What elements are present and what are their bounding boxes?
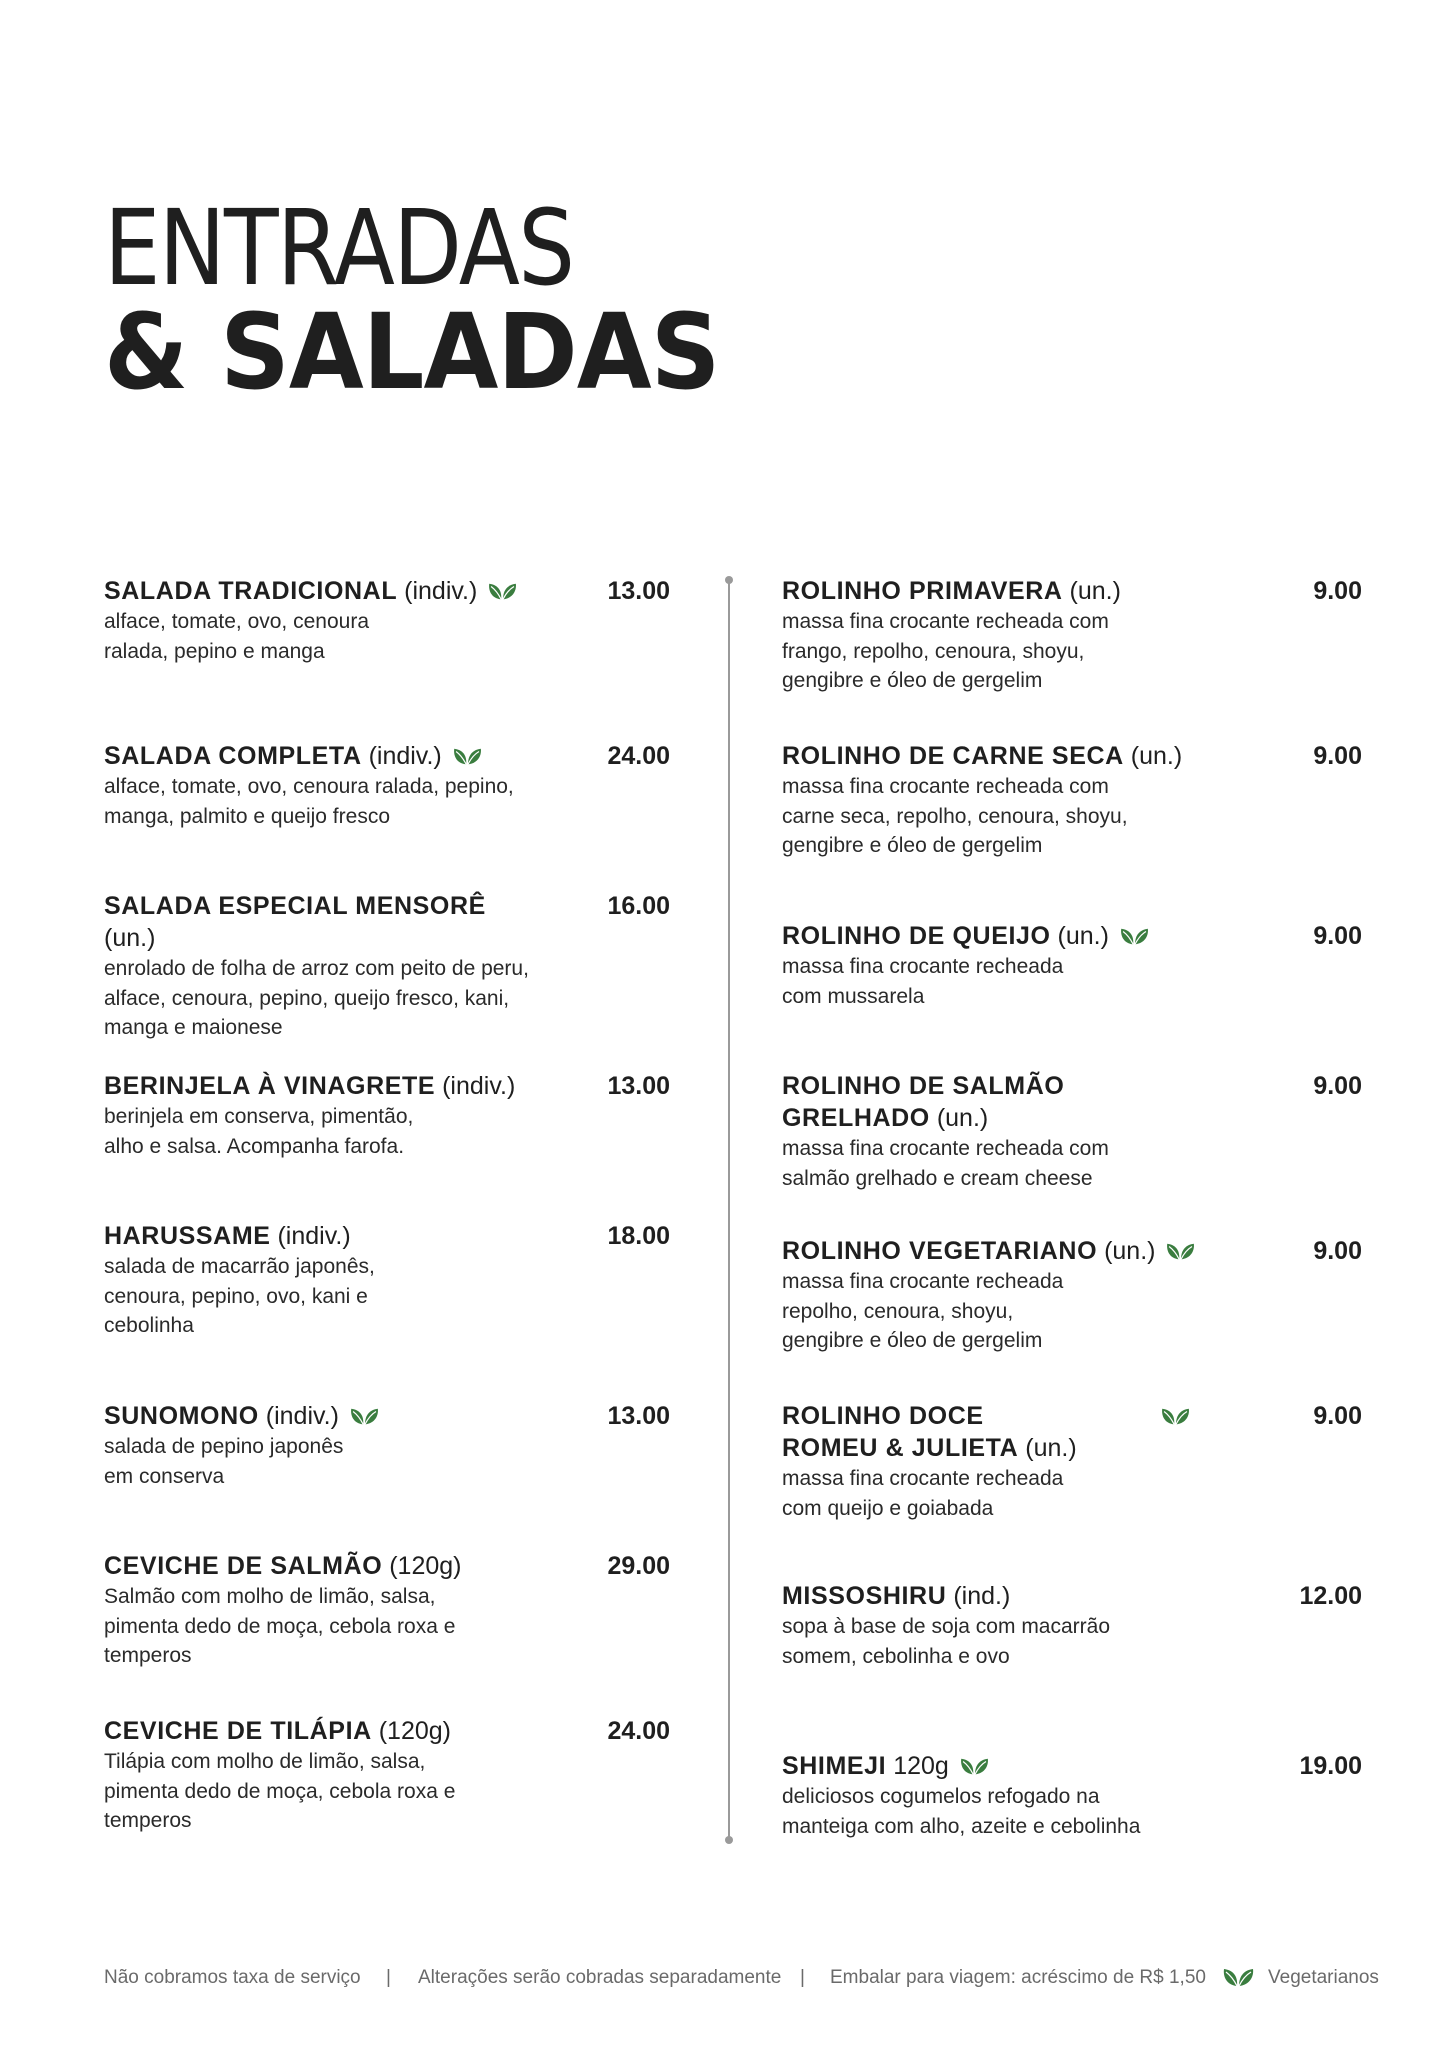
vegetarian-leaf-icon	[1160, 1406, 1192, 1428]
page-title-line2: & SALADAS	[104, 291, 720, 413]
divider-bottom-dot	[725, 1836, 733, 1844]
item-description: pimenta dedo de moça, cebola roxa e	[104, 1614, 456, 1638]
item-unit: 120g	[893, 1752, 949, 1780]
item-unit: (120g)	[378, 1717, 451, 1745]
item-price: 24.00	[607, 742, 670, 770]
menu-item	[782, 575, 1362, 696]
item-name	[782, 1580, 1202, 1612]
item-name	[782, 1400, 1202, 1464]
column-divider	[728, 580, 730, 1840]
item-unit: (un.)	[936, 1104, 989, 1132]
item-description: manga, palmito e queijo fresco	[104, 804, 390, 828]
item-title: ROLINHO DE SALMÃO	[782, 1072, 1065, 1100]
item-price: 9.00	[1313, 1072, 1362, 1100]
item-unit: (indiv.)	[265, 1402, 339, 1430]
item-unit: (un.)	[1057, 922, 1109, 950]
vegetarian-leaf-icon	[1119, 926, 1151, 948]
item-name	[782, 1070, 1202, 1134]
item-description: frango, repolho, cenoura, shoyu,	[782, 639, 1085, 663]
item-unit: (indiv.)	[404, 577, 478, 605]
item-description: temperos	[104, 1644, 192, 1667]
item-description: carne seca, repolho, cenoura, shoyu,	[782, 804, 1128, 828]
item-name	[104, 1715, 524, 1747]
menu-item	[782, 1235, 1362, 1356]
item-description: massa fina crocante recheada	[782, 1270, 1064, 1293]
item-price: 24.00	[607, 1717, 670, 1745]
item-name	[782, 1750, 1202, 1782]
item-price: 9.00	[1313, 742, 1362, 770]
item-price: 13.00	[607, 577, 670, 605]
menu-item	[782, 1750, 1362, 1841]
item-description: sopa à base de soja com macarrão	[782, 1615, 1111, 1638]
item-title-line2: ROMEU & JULIETA	[782, 1434, 1019, 1462]
item-price: 13.00	[607, 1402, 670, 1430]
item-description: deliciosos cogumelos refogado na	[782, 1785, 1100, 1808]
item-description: alface, cenoura, pepino, queijo fresco, kani,	[104, 986, 510, 1010]
menu-item	[782, 1400, 1362, 1523]
item-description: massa fina crocante recheada com	[782, 775, 1109, 798]
item-unit: (un.)	[1130, 742, 1183, 770]
footer-vegetarian-legend: Vegetarianos	[1268, 1967, 1379, 1988]
menu-item	[104, 890, 674, 1043]
item-unit: (un.)	[1069, 577, 1121, 605]
item-name	[782, 1235, 1202, 1267]
item-price: 29.00	[607, 1552, 670, 1580]
item-description: ralada, pepino e manga	[104, 639, 325, 663]
item-description: temperos	[104, 1809, 192, 1832]
item-description: pimenta dedo de moça, cebola roxa e	[104, 1779, 456, 1803]
item-description: cebolinha	[104, 1314, 194, 1337]
item-unit: (ind.)	[953, 1582, 1011, 1610]
item-description: com mussarela	[782, 984, 925, 1008]
item-name	[782, 575, 1202, 607]
item-description: repolho, cenoura, shoyu,	[782, 1299, 1014, 1323]
item-price: 9.00	[1313, 1402, 1362, 1430]
menu-item	[104, 740, 674, 831]
item-description: manteiga com alho, azeite e cebolinha	[782, 1814, 1141, 1838]
item-description: berinjela em conserva, pimentão,	[104, 1105, 414, 1128]
menu-item	[104, 1220, 674, 1341]
vegetarian-leaf-icon	[487, 581, 519, 603]
item-name	[104, 890, 524, 954]
footer-no-service-fee: Não cobramos taxa de serviço	[104, 1967, 361, 1988]
item-description: em conserva	[104, 1464, 225, 1488]
item-description: gengibre e óleo de gergelim	[782, 834, 1043, 857]
item-unit: (indiv.)	[277, 1222, 351, 1250]
item-unit: (indiv.)	[442, 1072, 516, 1100]
item-description: salada de pepino japonês	[104, 1435, 344, 1458]
footer-notes	[104, 1962, 1404, 1994]
item-description: alface, tomate, ovo, cenoura	[104, 610, 369, 633]
footer-separator: |	[800, 1967, 805, 1988]
menu-item	[104, 1715, 674, 1836]
item-description: salada de macarrão japonês,	[104, 1255, 375, 1278]
item-title-line2: GRELHADO	[782, 1104, 930, 1132]
item-unit: (indiv.)	[368, 742, 442, 770]
item-description: massa fina crocante recheada	[782, 1467, 1064, 1490]
item-description: massa fina crocante recheada	[782, 955, 1064, 978]
item-unit: (un.)	[1104, 1237, 1156, 1265]
item-description: enrolado de folha de arroz com peito de peru,	[104, 957, 529, 980]
item-description: massa fina crocante recheada com	[782, 1137, 1109, 1160]
item-price: 16.00	[607, 892, 670, 920]
item-unit: (un.)	[1025, 1434, 1077, 1462]
item-price: 9.00	[1313, 577, 1362, 605]
item-title: CEVICHE DE SALMÃO	[104, 1552, 383, 1580]
item-title: ROLINHO VEGETARIANO	[782, 1237, 1098, 1265]
item-name	[104, 1220, 524, 1252]
item-description: gengibre e óleo de gergelim	[782, 1329, 1043, 1352]
item-price: 13.00	[607, 1072, 670, 1100]
item-description: cenoura, pepino, ovo, kani e	[104, 1284, 368, 1308]
item-name	[104, 740, 524, 772]
item-description: somem, cebolinha e ovo	[782, 1644, 1010, 1668]
item-title: ROLINHO DOCE	[782, 1402, 984, 1430]
menu-item	[104, 1070, 674, 1161]
menu-item	[782, 1070, 1362, 1193]
item-title: SALADA COMPLETA	[104, 742, 362, 770]
menu-item	[104, 575, 674, 666]
item-description: com queijo e goiabada	[782, 1496, 994, 1520]
item-name	[104, 1070, 524, 1102]
item-title: ROLINHO DE CARNE SECA	[782, 742, 1124, 770]
item-name	[104, 1550, 524, 1582]
item-name	[104, 1400, 524, 1432]
menu-item	[782, 920, 1362, 1011]
item-name	[104, 575, 524, 607]
item-description: salmão grelhado e cream cheese	[782, 1166, 1093, 1190]
item-title: MISSOSHIRU	[782, 1582, 947, 1610]
item-name	[782, 920, 1202, 952]
menu-item	[104, 1550, 674, 1671]
vegetarian-leaf-icon	[452, 746, 484, 768]
menu-item	[782, 1580, 1362, 1671]
page-title-line1: ENTRADAS	[104, 187, 574, 309]
item-title: ROLINHO PRIMAVERA	[782, 577, 1063, 605]
item-title: SALADA TRADICIONAL	[104, 577, 398, 605]
footer-changes-note: Alterações serão cobradas separadamente	[418, 1967, 782, 1988]
item-title: SALADA ESPECIAL MENSORÊ	[104, 892, 486, 920]
item-description: gengibre e óleo de gergelim	[782, 669, 1043, 692]
item-unit: (un.)	[104, 924, 156, 952]
item-title: SUNOMONO	[104, 1402, 259, 1430]
item-price: 12.00	[1299, 1582, 1362, 1610]
item-description: Tilápia com molho de limão, salsa,	[104, 1750, 426, 1773]
item-title: HARUSSAME	[104, 1222, 271, 1250]
item-name	[782, 740, 1202, 772]
item-price: 9.00	[1313, 1237, 1362, 1265]
item-title: ROLINHO DE QUEIJO	[782, 922, 1051, 950]
item-description: alface, tomate, ovo, cenoura ralada, pepino,	[104, 775, 514, 798]
vegetarian-leaf-icon	[959, 1756, 991, 1778]
menu-item	[782, 740, 1362, 861]
footer-takeaway-note: Embalar para viagem: acréscimo de R$ 1,50	[830, 1967, 1206, 1988]
item-price: 9.00	[1313, 922, 1362, 950]
menu-item	[104, 1400, 674, 1491]
item-description: manga e maionese	[104, 1016, 283, 1039]
vegetarian-leaf-icon	[1165, 1241, 1197, 1263]
item-unit: (120g)	[389, 1552, 462, 1580]
item-description: massa fina crocante recheada com	[782, 610, 1109, 633]
item-title: CEVICHE DE TILÁPIA	[104, 1717, 372, 1745]
divider-top-dot	[725, 576, 733, 584]
footer-separator: |	[386, 1967, 391, 1988]
item-price: 18.00	[607, 1222, 670, 1250]
item-price: 19.00	[1299, 1752, 1362, 1780]
item-description: Salmão com molho de limão, salsa,	[104, 1585, 436, 1608]
vegetarian-leaf-icon	[349, 1406, 381, 1428]
item-title: BERINJELA À VINAGRETE	[104, 1072, 436, 1100]
vegetarian-leaf-icon	[1222, 1966, 1256, 2001]
item-description: alho e salsa. Acompanha farofa.	[104, 1134, 405, 1158]
item-title: SHIMEJI	[782, 1752, 887, 1780]
